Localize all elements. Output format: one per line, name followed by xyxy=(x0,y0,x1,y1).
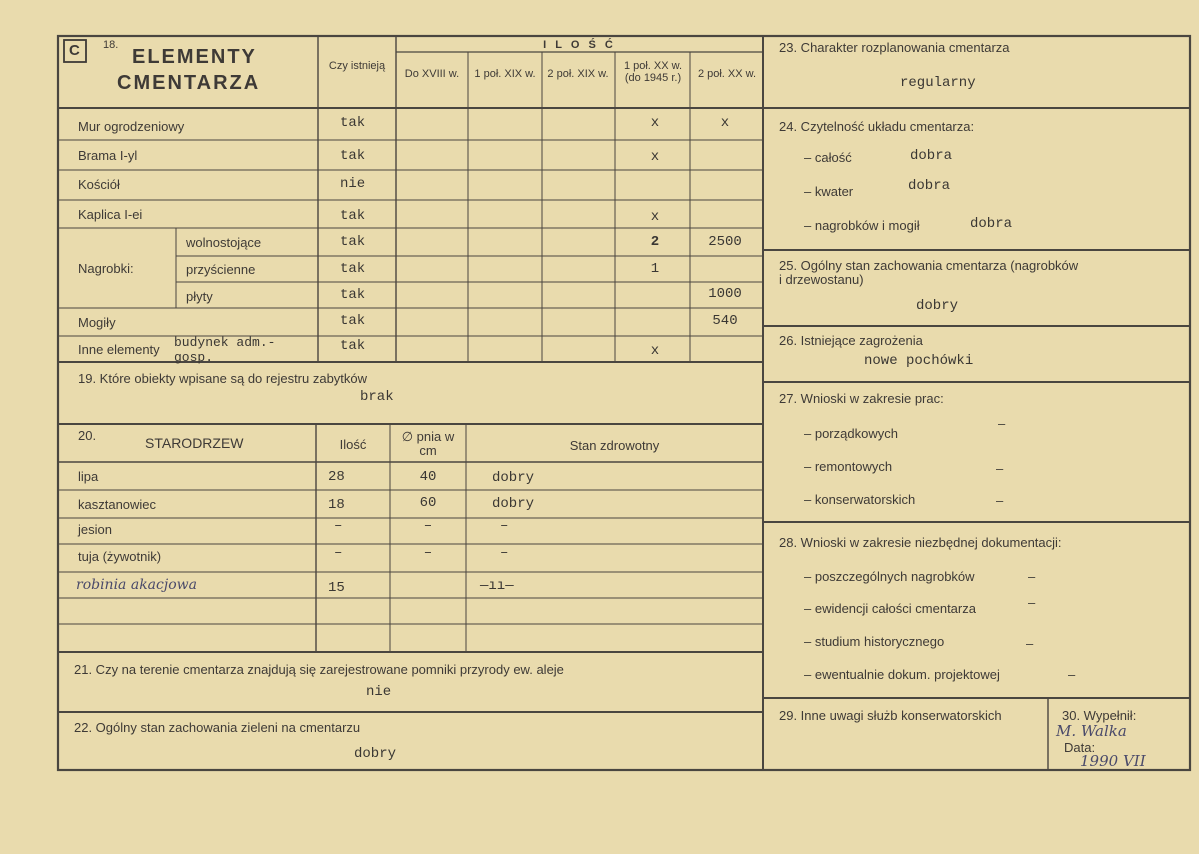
col-diameter-header: ∅ pnia w cm xyxy=(401,429,455,458)
tree-diam-1: 40 xyxy=(419,469,437,485)
q27-item-label-3: – konserwatorskich xyxy=(804,492,916,507)
tree-qty-2: 18 xyxy=(328,497,345,513)
nagrobki-row-p5-1: 2500 xyxy=(708,234,742,250)
q27-question: 27. Wnioski w zakresie prac: xyxy=(779,391,944,406)
q18-title-line2: CMENTARZA xyxy=(117,72,261,94)
q24-item-label-1: – całość xyxy=(804,150,852,165)
row-exists-kaplica: tak xyxy=(340,208,366,224)
nagrobki-row-exists-2: tak xyxy=(340,261,366,277)
nagrobki-label: Nagrobki: xyxy=(78,261,134,276)
tree-health-2: dobry xyxy=(492,496,535,512)
q30-date-label: Data: xyxy=(1064,740,1096,755)
period-header-1: Do XVIII w. xyxy=(404,68,460,80)
q24-item-value-1: dobra xyxy=(910,148,953,164)
row-p4-mur: x xyxy=(650,115,660,131)
q27-item-label-1: – porządkowych xyxy=(804,426,898,441)
row-label-brama: Brama I-yl xyxy=(78,148,138,163)
q29-question: 29. Inne uwagi służb konserwatorskich xyxy=(779,708,1002,723)
q28-item-label-2: – ewidencji całości cmentarza xyxy=(804,601,976,616)
q18-number: 18. xyxy=(103,39,119,51)
tree-health-3: – xyxy=(500,518,509,534)
q28-question: 28. Wnioski w zakresie niezbędnej dokumentacji: xyxy=(779,535,1062,550)
q18-title-line1: ELEMENTY xyxy=(132,46,257,68)
q24-question: 24. Czytelność układu cmentarza: xyxy=(779,119,975,134)
inne-p4: x xyxy=(650,343,660,359)
period-header-5: 2 poł. XX w. xyxy=(697,68,757,80)
q28-item-value-4: – xyxy=(1068,667,1076,682)
row-p5-mur: x xyxy=(720,115,730,131)
col-exists-header: Czy istnieją xyxy=(328,60,386,72)
tree-health-4: – xyxy=(500,545,509,561)
q23-answer: regularny xyxy=(900,75,976,91)
q24-item-value-2: dobra xyxy=(908,178,951,194)
q25-question-line2: i drzewostanu) xyxy=(779,272,864,287)
mogily-label: Mogiły xyxy=(78,315,116,330)
q20-number: 20. xyxy=(78,428,97,443)
tree-health-5: —ıı— xyxy=(480,578,514,594)
tree-diam-2: 60 xyxy=(419,495,437,511)
q27-item-value-2: – xyxy=(996,461,1004,476)
q28-item-value-3: – xyxy=(1026,636,1034,651)
row-exists-brama: tak xyxy=(340,148,366,164)
tree-qty-3: – xyxy=(334,518,343,534)
row-exists-kosciol: nie xyxy=(340,176,366,192)
inne-value: budynek adm.-gosp. xyxy=(174,335,276,365)
q21-answer: nie xyxy=(366,684,392,700)
q30-signature: M. Walka xyxy=(1056,722,1127,740)
q19-question: 19. Które obiekty wpisane są do rejestru zabytków xyxy=(78,371,368,386)
col-health-header: Stan zdrowotny xyxy=(569,438,660,453)
row-label-mur: Mur ogrodzeniowy xyxy=(78,119,185,134)
period-header-3: 2 poł. XIX w. xyxy=(547,68,609,80)
q28-item-label-1: – poszczególnych nagrobków xyxy=(804,569,975,584)
q21-question: 21. Czy na terenie cmentarza znajdują się zarejestrowane pomniki przyrody ew. aleje xyxy=(74,662,564,677)
nagrobki-row-exists-3: tak xyxy=(340,287,366,303)
q28-item-value-2: – xyxy=(1028,595,1036,610)
row-label-kosciol: Kościół xyxy=(78,177,120,192)
row-label-kaplica: Kaplica I-ei xyxy=(78,207,143,222)
mogily-exists: tak xyxy=(340,313,366,329)
nagrobki-row-p5-3: 1000 xyxy=(708,286,742,302)
nagrobki-row-p4-2: 1 xyxy=(650,261,660,277)
section-letter: C xyxy=(69,42,80,59)
q22-question: 22. Ogólny stan zachowania zieleni na cmentarzu xyxy=(74,720,361,735)
tree-qty-5: 15 xyxy=(328,580,345,596)
q28-item-label-4: – ewentualnie dokum. projektowej xyxy=(804,667,1000,682)
q30-date: 1990 VII xyxy=(1080,752,1146,770)
tree-diam-3: – xyxy=(423,518,433,534)
period-header-2: 1 poł. XIX w. xyxy=(474,68,536,80)
nagrobki-row-label-2: przyścienne xyxy=(186,262,256,277)
q23-question: 23. Charakter rozplanowania cmentarza xyxy=(779,40,1010,55)
nagrobki-row-label-3: płyty xyxy=(186,289,213,304)
q24-item-value-3: dobra xyxy=(970,216,1013,232)
q19-answer: brak xyxy=(360,389,394,405)
tree-species-5: robinia akacjowa xyxy=(76,577,197,593)
nagrobki-row-p4-1: 2 xyxy=(650,234,660,250)
tree-diam-4: – xyxy=(423,545,433,561)
q25-answer: dobry xyxy=(916,298,959,314)
tree-qty-1: 28 xyxy=(328,469,345,485)
row-p4-brama: x xyxy=(650,149,660,165)
q28-item-value-1: – xyxy=(1028,569,1036,584)
q27-item-value-3: – xyxy=(996,493,1004,508)
period-header-4: 1 poł. XX w. (do 1945 r.) xyxy=(623,60,683,84)
q27-item-label-2: – remontowych xyxy=(804,459,893,474)
q24-item-label-3: – nagrobków i mogił xyxy=(804,218,920,233)
mogily-p5: 540 xyxy=(712,313,738,329)
q22-answer: dobry xyxy=(354,746,397,762)
row-p4-kaplica: x xyxy=(650,209,660,225)
tree-species-3: jesion xyxy=(78,522,112,537)
inne-exists: tak xyxy=(340,338,366,354)
row-exists-mur: tak xyxy=(340,115,366,131)
tree-health-1: dobry xyxy=(492,470,535,486)
nagrobki-row-label-1: wolnostojące xyxy=(186,235,262,250)
tree-qty-4: – xyxy=(334,545,343,561)
tree-species-4: tuja (żywotnik) xyxy=(78,549,162,564)
q26-question: 26. Istniejące zagrożenia xyxy=(779,333,923,348)
q24-item-label-2: – kwater xyxy=(804,184,854,199)
q28-item-label-3: – studium historycznego xyxy=(804,634,945,649)
q26-answer: nowe pochówki xyxy=(864,353,974,369)
inne-label: Inne elementy xyxy=(78,342,160,357)
col-quantity-header: I L O Ś Ć xyxy=(543,39,616,51)
q25-question-line1: 25. Ogólny stan zachowania cmentarza (nagrobków xyxy=(779,258,1079,273)
tree-species-2: kasztanowiec xyxy=(78,497,157,512)
q20-title: STARODRZEW xyxy=(145,435,244,451)
q27-item-value-1: – xyxy=(998,416,1006,431)
col-qty-header: Ilość xyxy=(339,437,367,452)
nagrobki-row-exists-1: tak xyxy=(340,234,366,250)
tree-species-1: lipa xyxy=(78,469,99,484)
q30-label: 30. Wypełnił: xyxy=(1062,708,1137,723)
